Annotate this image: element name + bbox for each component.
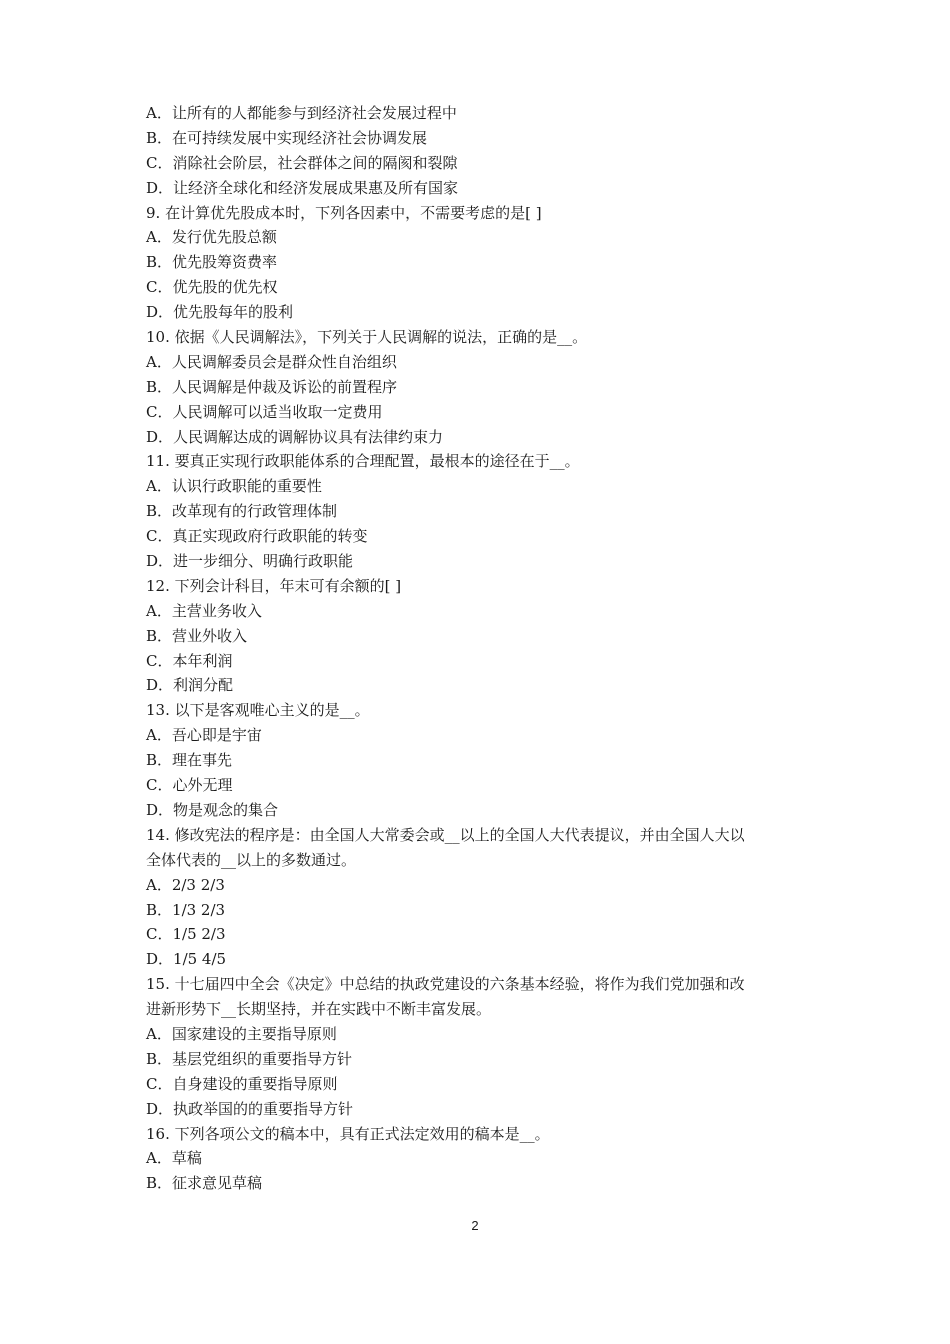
text-line: D．进一步细分、明确行政职能 xyxy=(146,552,354,571)
text-line: C．真正实现政府行政职能的转变 xyxy=(146,527,368,546)
text-line: C．优先股的优先权 xyxy=(146,278,278,297)
text-line: C．消除社会阶层，社会群体之间的隔阂和裂隙 xyxy=(146,153,458,172)
text-line: 11. 要真正实现行政职能体系的合理配置，最根本的途径在于__。 xyxy=(146,452,580,471)
text-line: D．让经济全球化和经济发展成果惠及所有国家 xyxy=(146,178,459,197)
text-line: D．人民调解达成的调解协议具有法律约束力 xyxy=(146,427,444,446)
text-line: A．发行优先股总额 xyxy=(146,228,277,247)
text-line: 进新形势下__长期坚持，并在实践中不断丰富发展。 xyxy=(146,1000,492,1019)
text-line: B．征求意见草稿 xyxy=(146,1174,263,1193)
text-line: A．2/3 2/3 xyxy=(146,875,225,894)
text-line: 12. 下列会计科目，年末可有余额的[ ] xyxy=(146,576,402,595)
text-line: A．认识行政职能的重要性 xyxy=(146,477,322,496)
text-line: B．理在事先 xyxy=(146,751,233,770)
text-line: D．物是观念的集合 xyxy=(146,800,279,819)
text-line: C．自身建设的重要指导原则 xyxy=(146,1074,338,1093)
text-line: D．1/5 4/5 xyxy=(146,950,227,969)
text-line: 14. 修改宪法的程序是：由全国人大常委会或__以上的全国人大代表提议，并由全国人大以 xyxy=(146,825,745,844)
text-line: A．主营业务收入 xyxy=(146,601,262,620)
text-line: B．优先股筹资费率 xyxy=(146,253,278,272)
text-line: D．利润分配 xyxy=(146,676,234,695)
text-line: 10. 依据《人民调解法》，下列关于人民调解的说法，正确的是__。 xyxy=(146,328,588,347)
text-line: A．国家建设的主要指导原则 xyxy=(146,1024,337,1043)
text-line: C．人民调解可以适当收取一定费用 xyxy=(146,402,383,421)
text-line: C．本年利润 xyxy=(146,651,233,670)
text-line: A．吾心即是宇宙 xyxy=(146,726,262,745)
text-line: 15. 十七届四中全会《决定》中总结的执政党建设的六条基本经验，将作为我们党加强和改 xyxy=(146,975,745,994)
text-line: B．人民调解是仲裁及诉讼的前置程序 xyxy=(146,377,398,396)
text-line: C．心外无理 xyxy=(146,776,233,795)
text-line: D．执政举国的的重要指导方针 xyxy=(146,1099,354,1118)
text-line: 16. 下列各项公文的稿本中，具有正式法定效用的稿本是__。 xyxy=(146,1124,550,1143)
text-line: A．草稿 xyxy=(146,1149,202,1168)
text-line: B．改革现有的行政管理体制 xyxy=(146,502,338,521)
text-line: D．优先股每年的股利 xyxy=(146,303,294,322)
text-line: A．让所有的人都能参与到经济社会发展过程中 xyxy=(146,104,457,122)
text-line: B．基层党组织的重要指导方针 xyxy=(146,1049,353,1068)
page-number: 2 xyxy=(471,1218,479,1233)
text-line: 9. 在计算优先股成本时，下列各因素中，不需要考虑的是[ ] xyxy=(146,203,542,222)
document-body xyxy=(146,101,826,1196)
text-line: A．人民调解委员会是群众性自治组织 xyxy=(146,352,397,371)
text-line: C．1/5 2/3 xyxy=(146,925,226,944)
text-line: B．1/3 2/3 xyxy=(146,900,226,919)
text-line: 全体代表的__以上的多数通过。 xyxy=(146,850,357,869)
text-line: B．营业外收入 xyxy=(146,626,248,645)
text-line: B．在可持续发展中实现经济社会协调发展 xyxy=(146,128,428,147)
text-line: 13. 以下是客观唯心主义的是__。 xyxy=(146,701,370,720)
